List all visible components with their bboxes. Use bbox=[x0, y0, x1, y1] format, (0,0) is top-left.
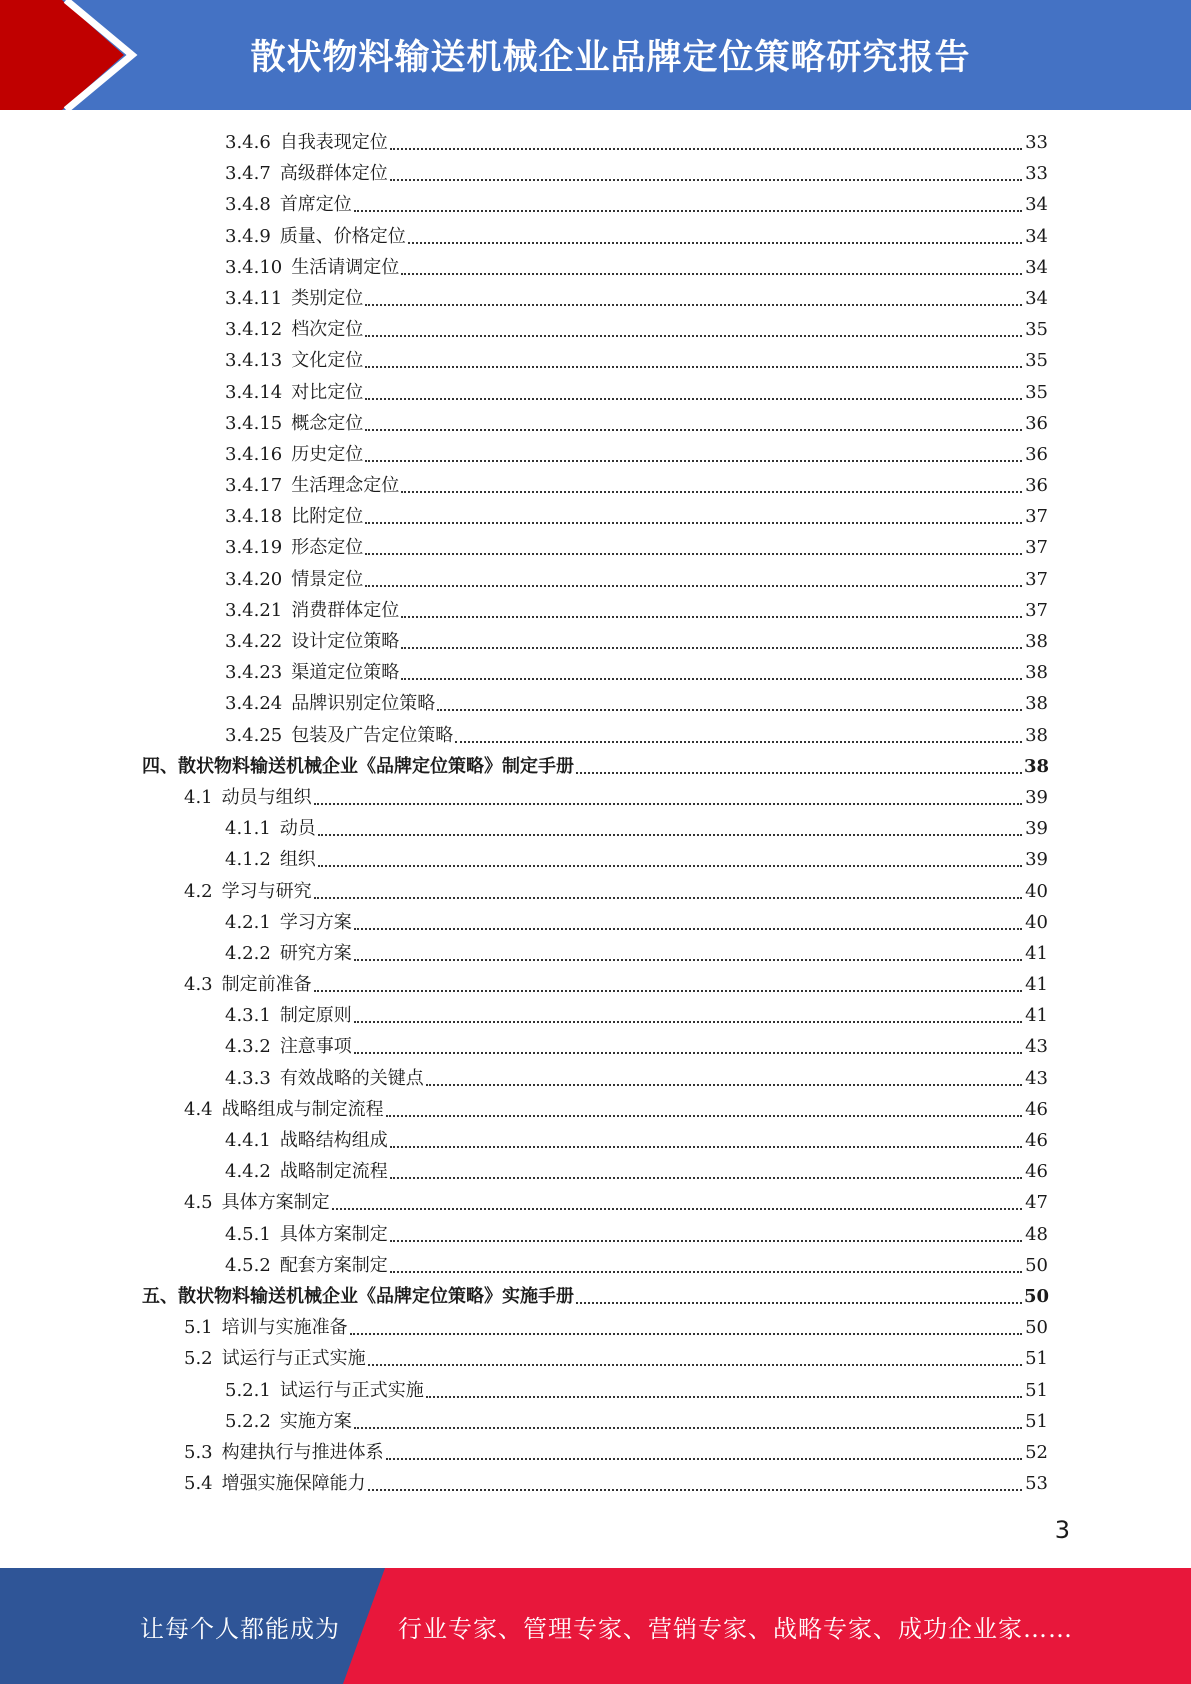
toc-subsection-entry[interactable] bbox=[0, 1219, 1191, 1250]
toc-dot-leader bbox=[332, 1187, 1022, 1218]
toc-subsection-entry[interactable] bbox=[0, 907, 1191, 938]
toc-entry-page: 50 bbox=[1024, 1285, 1050, 1307]
toc-dot-leader bbox=[354, 189, 1022, 220]
toc-entry-number: 4.4.2 bbox=[225, 1161, 271, 1183]
toc-entry-number: 4.1.1 bbox=[225, 818, 271, 840]
toc-entry-title: 设计定位策略 bbox=[291, 631, 400, 652]
toc-entry-page: 51 bbox=[1025, 1379, 1048, 1401]
toc-entry-page: 39 bbox=[1025, 818, 1048, 840]
toc-entry-page: 50 bbox=[1025, 1317, 1048, 1339]
toc-entry-number: 3.4.24 bbox=[225, 693, 283, 715]
toc-dot-leader bbox=[576, 751, 1022, 782]
toc-section-entry[interactable] bbox=[0, 1187, 1191, 1218]
toc-entry-title: 动员与组织 bbox=[221, 786, 312, 808]
toc-subsection-entry[interactable] bbox=[0, 1031, 1191, 1062]
toc-subsection-entry[interactable] bbox=[0, 626, 1191, 657]
toc-subsection-entry[interactable] bbox=[0, 564, 1191, 595]
toc-dot-leader bbox=[401, 470, 1022, 501]
toc-entry-title: 生活请调定位 bbox=[291, 256, 400, 278]
toc-entry-number: 3.4.18 bbox=[225, 506, 283, 528]
toc-section-entry[interactable] bbox=[0, 1437, 1191, 1468]
toc-chapter-entry[interactable] bbox=[0, 1281, 1191, 1312]
toc-entry-number: 3.4.19 bbox=[225, 537, 283, 559]
toc-subsection-entry[interactable] bbox=[0, 688, 1191, 719]
toc-entry-page: 35 bbox=[1025, 350, 1048, 372]
toc-entry-page: 38 bbox=[1025, 662, 1048, 684]
toc-dot-leader bbox=[354, 1000, 1022, 1031]
toc-entry-page: 37 bbox=[1025, 599, 1048, 621]
toc-section-entry[interactable] bbox=[0, 1468, 1191, 1499]
toc-entry-title: 注意事项 bbox=[279, 1036, 352, 1058]
toc-subsection-entry[interactable] bbox=[0, 221, 1191, 252]
toc-entry-page: 46 bbox=[1025, 1098, 1048, 1120]
toc-entry-page: 35 bbox=[1025, 381, 1048, 403]
toc-entry-number: 3.4.12 bbox=[225, 319, 283, 341]
toc-entry-title: 高级群体定位 bbox=[279, 163, 388, 185]
toc-subsection-entry[interactable] bbox=[0, 314, 1191, 345]
toc-entry-title: 配套方案制定 bbox=[279, 1254, 388, 1276]
toc-entry-title: 战略结构组成 bbox=[279, 1130, 388, 1151]
toc-dot-leader bbox=[408, 221, 1022, 252]
toc-entry-number: 4.3 bbox=[184, 974, 213, 996]
toc-subsection-entry[interactable] bbox=[0, 813, 1191, 844]
toc-dot-leader bbox=[390, 1156, 1022, 1187]
toc-subsection-entry[interactable] bbox=[0, 720, 1191, 751]
table-of-contents bbox=[0, 127, 1191, 1499]
toc-entry-number: 3.4.20 bbox=[225, 568, 283, 590]
toc-dot-leader bbox=[426, 1375, 1022, 1406]
toc-entry-title: 对比定位 bbox=[291, 381, 364, 403]
toc-entry-title: 品牌识别定位策略 bbox=[291, 693, 436, 715]
toc-entry-page: 34 bbox=[1025, 256, 1048, 278]
toc-dot-leader bbox=[365, 345, 1022, 376]
toc-dot-leader bbox=[401, 595, 1022, 626]
toc-dot-leader bbox=[365, 564, 1022, 595]
toc-entry-page: 41 bbox=[1025, 1005, 1048, 1027]
toc-subsection-entry[interactable] bbox=[0, 1125, 1191, 1156]
toc-entry-page: 34 bbox=[1025, 287, 1048, 309]
toc-dot-leader bbox=[314, 969, 1022, 1000]
toc-entry-title: 档次定位 bbox=[291, 319, 364, 341]
toc-entry-title: 试运行与正式实施 bbox=[221, 1348, 366, 1370]
toc-entry-page: 36 bbox=[1025, 412, 1048, 434]
toc-entry-number: 4.3.3 bbox=[225, 1067, 271, 1089]
toc-entry-number: 4.5 bbox=[184, 1192, 213, 1214]
toc-entry-page: 34 bbox=[1025, 225, 1048, 247]
toc-entry-number: 3.4.17 bbox=[225, 475, 283, 497]
toc-entry-title: 具体方案制定 bbox=[221, 1192, 330, 1214]
toc-entry-title: 构建执行与推进体系 bbox=[221, 1441, 384, 1463]
toc-dot-leader bbox=[437, 688, 1022, 719]
toc-entry-number: 3.4.15 bbox=[225, 412, 283, 434]
toc-entry-title: 战略制定流程 bbox=[279, 1161, 388, 1183]
toc-subsection-entry[interactable] bbox=[0, 532, 1191, 563]
toc-chapter-entry[interactable] bbox=[0, 751, 1191, 782]
toc-subsection-entry[interactable] bbox=[0, 252, 1191, 283]
toc-section-entry[interactable] bbox=[0, 1312, 1191, 1343]
toc-entry-title: 类别定位 bbox=[291, 287, 364, 309]
toc-entry-number: 4.2 bbox=[184, 880, 213, 902]
toc-section-entry[interactable] bbox=[0, 876, 1191, 907]
toc-entry-number: 4.4.1 bbox=[225, 1130, 271, 1151]
toc-dot-leader bbox=[365, 501, 1022, 532]
toc-entry-title: 文化定位 bbox=[291, 350, 364, 372]
toc-entry-title: 试运行与正式实施 bbox=[279, 1379, 424, 1401]
toc-entry-page: 36 bbox=[1025, 443, 1048, 465]
toc-dot-leader bbox=[368, 1343, 1022, 1374]
toc-section-entry[interactable] bbox=[0, 782, 1191, 813]
toc-subsection-entry[interactable] bbox=[0, 1406, 1191, 1437]
page-footer bbox=[0, 1568, 1191, 1684]
toc-entry-number: 4.2.2 bbox=[225, 942, 271, 964]
toc-subsection-entry[interactable] bbox=[0, 189, 1191, 220]
toc-entry-page: 34 bbox=[1025, 194, 1048, 216]
toc-entry-page: 38 bbox=[1025, 693, 1048, 715]
toc-entry-number: 4.4 bbox=[184, 1098, 213, 1120]
toc-entry-number: 3.4.11 bbox=[225, 287, 283, 309]
toc-entry-title: 制定原则 bbox=[279, 1005, 352, 1027]
toc-subsection-entry[interactable] bbox=[0, 1250, 1191, 1281]
toc-dot-leader bbox=[390, 158, 1022, 189]
toc-entry-page: 38 bbox=[1025, 631, 1048, 652]
toc-entry-number: 3.4.9 bbox=[225, 225, 271, 247]
toc-entry-number: 5.3 bbox=[184, 1441, 213, 1463]
toc-entry-title: 战略组成与制定流程 bbox=[221, 1098, 384, 1120]
toc-entry-title: 质量、价格定位 bbox=[279, 225, 406, 247]
toc-entry-page: 37 bbox=[1025, 506, 1048, 528]
toc-entry-title: 实施方案 bbox=[279, 1410, 352, 1432]
toc-dot-leader bbox=[365, 314, 1022, 345]
toc-entry-page: 33 bbox=[1025, 132, 1048, 153]
toc-entry-title: 学习与研究 bbox=[221, 880, 312, 902]
toc-entry-number: 4.3.2 bbox=[225, 1036, 271, 1058]
toc-dot-leader bbox=[365, 532, 1022, 563]
toc-dot-leader bbox=[401, 657, 1022, 688]
toc-subsection-entry[interactable] bbox=[0, 127, 1191, 158]
toc-dot-leader bbox=[365, 377, 1022, 408]
toc-entry-number: 3.4.7 bbox=[225, 163, 271, 185]
toc-dot-leader bbox=[354, 907, 1022, 938]
toc-dot-leader bbox=[386, 1437, 1022, 1468]
toc-entry-number: 5.2 bbox=[184, 1348, 213, 1370]
toc-dot-leader bbox=[314, 876, 1022, 907]
toc-subsection-entry[interactable] bbox=[0, 158, 1191, 189]
toc-subsection-entry[interactable] bbox=[0, 1156, 1191, 1187]
toc-entry-number: 3.4.16 bbox=[225, 443, 283, 465]
toc-entry-number: 5.2.2 bbox=[225, 1410, 271, 1432]
toc-subsection-entry[interactable] bbox=[0, 501, 1191, 532]
toc-dot-leader bbox=[318, 844, 1022, 875]
toc-entry-number: 4.1 bbox=[184, 786, 213, 808]
toc-entry-title: 形态定位 bbox=[291, 537, 364, 559]
toc-entry-number: 3.4.23 bbox=[225, 662, 283, 684]
report-title: 散状物料输送机械企业品牌定位策略研究报告 bbox=[250, 38, 971, 78]
toc-entry-page: 35 bbox=[1025, 319, 1048, 341]
toc-entry-page: 53 bbox=[1025, 1473, 1048, 1495]
toc-entry-number: 4.5.1 bbox=[225, 1223, 271, 1245]
toc-subsection-entry[interactable] bbox=[0, 1375, 1191, 1406]
toc-section-entry[interactable] bbox=[0, 1094, 1191, 1125]
toc-entry-page: 33 bbox=[1025, 163, 1048, 185]
toc-dot-leader bbox=[390, 1125, 1022, 1156]
toc-entry-title: 消费群体定位 bbox=[291, 599, 400, 621]
toc-entry-page: 39 bbox=[1025, 786, 1048, 808]
toc-dot-leader bbox=[314, 782, 1022, 813]
toc-entry-page: 40 bbox=[1025, 911, 1048, 933]
toc-subsection-entry[interactable] bbox=[0, 377, 1191, 408]
toc-entry-title: 比附定位 bbox=[291, 506, 364, 528]
page-header bbox=[0, 0, 1191, 110]
toc-dot-leader bbox=[365, 283, 1022, 314]
toc-subsection-entry[interactable] bbox=[0, 439, 1191, 470]
toc-entry-title: 组织 bbox=[279, 849, 316, 871]
toc-entry-number: 3.4.22 bbox=[225, 631, 283, 652]
toc-entry-title: 情景定位 bbox=[291, 568, 364, 590]
toc-entry-title: 生活理念定位 bbox=[291, 475, 400, 497]
toc-dot-leader bbox=[390, 1219, 1022, 1250]
toc-entry-page: 38 bbox=[1024, 755, 1050, 777]
toc-subsection-entry[interactable] bbox=[0, 1000, 1191, 1031]
toc-subsection-entry[interactable] bbox=[0, 283, 1191, 314]
toc-entry-page: 52 bbox=[1025, 1441, 1048, 1463]
toc-subsection-entry[interactable] bbox=[0, 470, 1191, 501]
toc-dot-leader bbox=[318, 813, 1022, 844]
toc-entry-page: 41 bbox=[1025, 942, 1048, 964]
toc-entry-number: 5.1 bbox=[184, 1317, 213, 1339]
toc-entry-page: 46 bbox=[1025, 1130, 1048, 1151]
toc-dot-leader bbox=[426, 1063, 1022, 1094]
toc-dot-leader bbox=[354, 1406, 1022, 1437]
toc-subsection-entry[interactable] bbox=[0, 1063, 1191, 1094]
toc-entry-page: 51 bbox=[1025, 1348, 1048, 1370]
toc-entry-title: 具体方案制定 bbox=[279, 1223, 388, 1245]
toc-entry-page: 40 bbox=[1025, 880, 1048, 902]
toc-dot-leader bbox=[390, 1250, 1022, 1281]
toc-dot-leader bbox=[576, 1281, 1022, 1312]
toc-entry-page: 41 bbox=[1025, 974, 1048, 996]
toc-entry-page: 37 bbox=[1025, 568, 1048, 590]
toc-entry-number: 3.4.10 bbox=[225, 256, 283, 278]
toc-entry-title: 历史定位 bbox=[291, 443, 364, 465]
footer-slogan-right: 行业专家、管理专家、营销专家、战略专家、成功企业家…… bbox=[398, 1614, 1073, 1643]
toc-entry-title: 研究方案 bbox=[279, 942, 352, 964]
toc-entry-title: 四、散状物料输送机械企业《品牌定位策略》制定手册 bbox=[142, 755, 574, 777]
toc-entry-title: 五、散状物料输送机械企业《品牌定位策略》实施手册 bbox=[142, 1285, 574, 1307]
toc-entry-page: 43 bbox=[1025, 1067, 1048, 1089]
toc-entry-number: 3.4.13 bbox=[225, 350, 283, 372]
toc-entry-title: 渠道定位策略 bbox=[291, 662, 400, 684]
toc-entry-number: 3.4.6 bbox=[225, 132, 271, 153]
toc-dot-leader bbox=[401, 252, 1022, 283]
toc-entry-page: 39 bbox=[1025, 849, 1048, 871]
toc-dot-leader bbox=[368, 1468, 1022, 1499]
toc-dot-leader bbox=[354, 1031, 1022, 1062]
toc-entry-number: 3.4.25 bbox=[225, 724, 283, 746]
toc-entry-page: 43 bbox=[1025, 1036, 1048, 1058]
toc-dot-leader bbox=[365, 439, 1022, 470]
toc-section-entry[interactable] bbox=[0, 969, 1191, 1000]
header-red-arrow-decoration bbox=[0, 0, 150, 110]
toc-entry-page: 47 bbox=[1025, 1192, 1048, 1214]
toc-entry-page: 50 bbox=[1025, 1254, 1048, 1276]
toc-entry-title: 概念定位 bbox=[291, 412, 364, 434]
toc-entry-page: 46 bbox=[1025, 1161, 1048, 1183]
toc-dot-leader bbox=[350, 1312, 1022, 1343]
toc-subsection-entry[interactable] bbox=[0, 345, 1191, 376]
toc-entry-title: 增强实施保障能力 bbox=[221, 1473, 366, 1495]
toc-entry-title: 自我表现定位 bbox=[279, 132, 388, 153]
toc-subsection-entry[interactable] bbox=[0, 938, 1191, 969]
toc-entry-number: 5.2.1 bbox=[225, 1379, 271, 1401]
toc-entry-title: 学习方案 bbox=[279, 911, 352, 933]
toc-entry-page: 38 bbox=[1025, 724, 1048, 746]
toc-entry-page: 48 bbox=[1025, 1223, 1048, 1245]
toc-entry-title: 有效战略的关键点 bbox=[279, 1067, 424, 1089]
toc-entry-number: 3.4.21 bbox=[225, 599, 283, 621]
toc-entry-page: 36 bbox=[1025, 475, 1048, 497]
toc-entry-number: 4.5.2 bbox=[225, 1254, 271, 1276]
toc-entry-title: 制定前准备 bbox=[221, 974, 312, 996]
toc-subsection-entry[interactable] bbox=[0, 408, 1191, 439]
toc-entry-page: 37 bbox=[1025, 537, 1048, 559]
toc-entry-page: 51 bbox=[1025, 1410, 1048, 1432]
toc-entry-title: 动员 bbox=[279, 818, 316, 840]
toc-entry-number: 5.4 bbox=[184, 1473, 213, 1495]
toc-dot-leader bbox=[365, 408, 1022, 439]
toc-dot-leader bbox=[401, 626, 1022, 657]
toc-entry-title: 包装及广告定位策略 bbox=[291, 724, 454, 746]
toc-dot-leader bbox=[390, 127, 1022, 158]
toc-entry-number: 3.4.8 bbox=[225, 194, 271, 216]
footer-slogan-left: 让每个人都能成为 bbox=[140, 1614, 340, 1643]
toc-entry-title: 培训与实施准备 bbox=[221, 1317, 348, 1339]
toc-subsection-entry[interactable] bbox=[0, 657, 1191, 688]
toc-entry-number: 3.4.14 bbox=[225, 381, 283, 403]
toc-entry-number: 4.2.1 bbox=[225, 911, 271, 933]
toc-subsection-entry[interactable] bbox=[0, 595, 1191, 626]
toc-entry-title: 首席定位 bbox=[279, 194, 352, 216]
toc-entry-number: 4.3.1 bbox=[225, 1005, 271, 1027]
toc-dot-leader bbox=[354, 938, 1022, 969]
toc-dot-leader bbox=[455, 720, 1022, 751]
toc-section-entry[interactable] bbox=[0, 1343, 1191, 1374]
toc-dot-leader bbox=[386, 1094, 1022, 1125]
toc-subsection-entry[interactable] bbox=[0, 844, 1191, 875]
toc-entry-number: 4.1.2 bbox=[225, 849, 271, 871]
page-number: 3 bbox=[1054, 1516, 1070, 1544]
